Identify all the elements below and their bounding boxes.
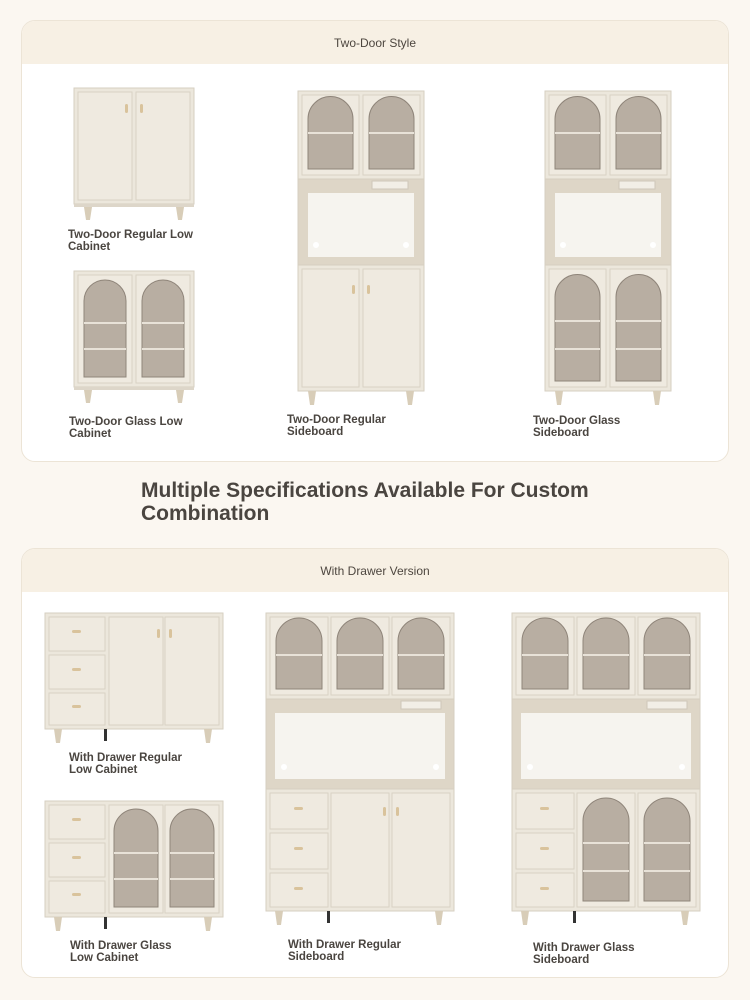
item-label: With Drawer Regular Sideboard [288,939,402,963]
two-door-regular-low-cabinet-image [72,88,196,223]
item-label: Two-Door Regular Low Cabinet [68,229,194,253]
two-door-style-panel [21,20,729,462]
two-door-glass-low-cabinet-image [72,271,196,406]
with-drawer-regular-sideboard-image [265,613,455,927]
item-label: With Drawer Regular Low Cabinet [69,752,183,776]
item-label: With Drawer Glass Sideboard [533,942,635,966]
with-drawer-regular-low-cabinet-image [44,613,224,747]
two-door-glass-sideboard-image [543,91,673,407]
headline: Multiple Specifications Available For Custom Combination [141,479,589,525]
item-label: Two-Door Glass Sideboard [533,415,621,439]
item-label: Two-Door Glass Low Cabinet [69,416,183,440]
two-door-regular-sideboard-image [296,91,426,407]
with-drawer-version-panel [21,548,729,978]
section-title: Two-Door Style [22,21,728,64]
with-drawer-glass-low-cabinet-image [44,801,224,935]
item-label: Two-Door Regular Sideboard [287,414,386,438]
section-title: With Drawer Version [22,549,728,592]
with-drawer-glass-sideboard-image [511,613,701,927]
item-label: With Drawer Glass Low Cabinet [70,940,172,964]
